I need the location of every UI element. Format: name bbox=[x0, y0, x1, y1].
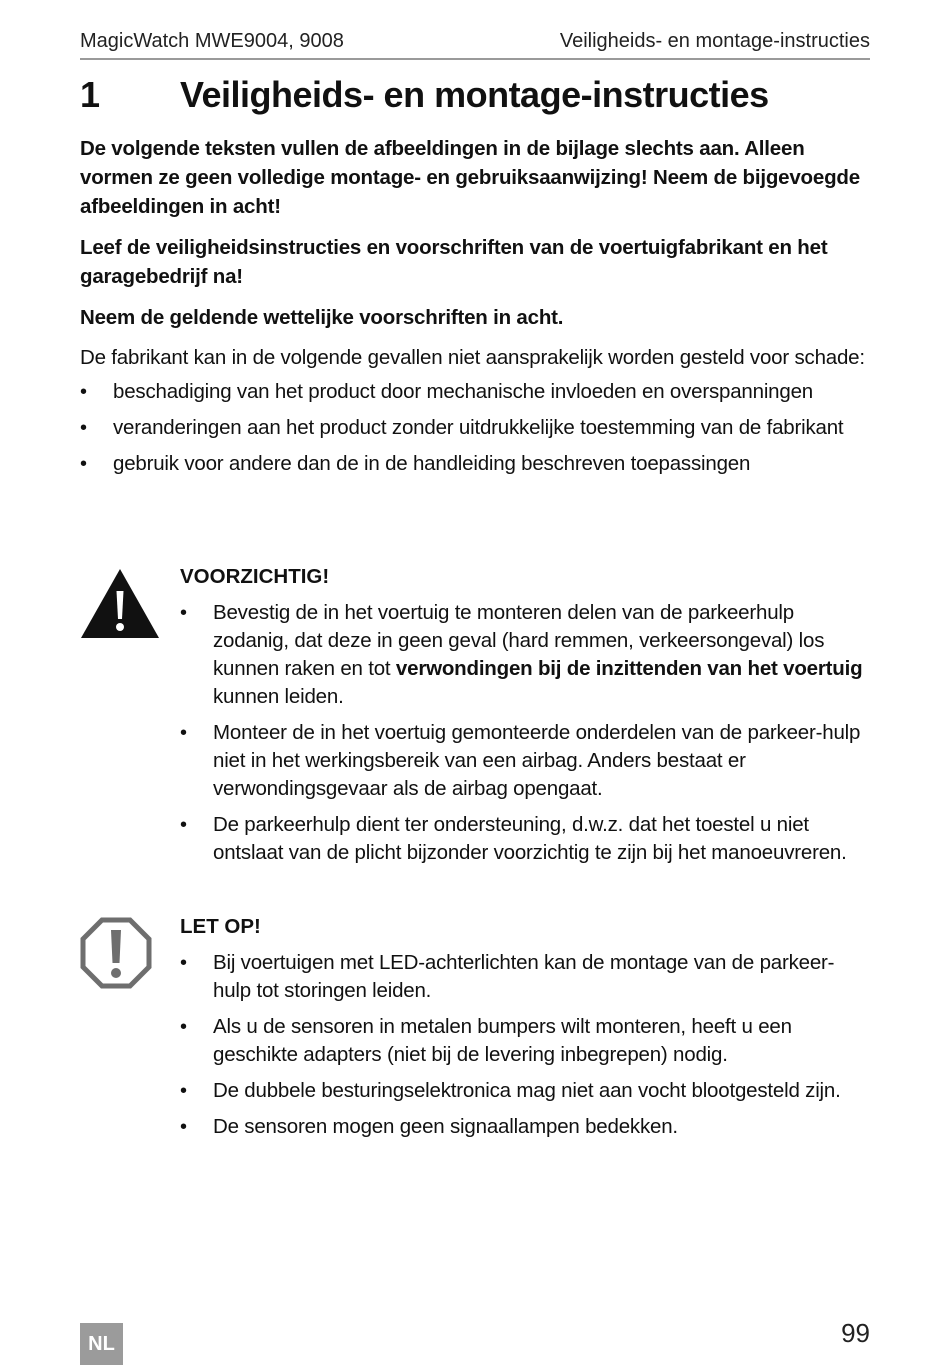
list-item: • De sensoren mogen geen signaallampen bedekken. bbox=[180, 1113, 870, 1141]
intro-bold-paragraph: Neem de geldende wettelijke voorschriften in acht. bbox=[80, 306, 564, 329]
liability-list bbox=[80, 378, 870, 478]
warning-item-emphasis: verwondingen bij de inzittenden van het voertuig bbox=[395, 657, 863, 680]
list-item: • De parkeerhulp dient ter ondersteuning, d.w.z. dat het toestel u niet ontslaat van de plicht bijzonder voorzichtig te zijn bij het manoeuvreren. bbox=[180, 811, 870, 867]
warning-content bbox=[180, 563, 870, 875]
warning-heading: VOORZICHTIG! bbox=[180, 565, 330, 588]
list-item: • beschadiging van het product door mechanische invloeden en overspanningen bbox=[80, 378, 870, 406]
attention-content bbox=[180, 913, 870, 1149]
header-product-name: MagicWatch MWE9004, 9008 bbox=[80, 30, 344, 52]
warning-item-text: Bevestig de in het voertuig te monteren delen van de parkeerhulp zodanig, dat deze in geen geval (hard remmen, verkeersongeval) los kunnen raken en tot bbox=[213, 601, 825, 680]
chapter-heading bbox=[80, 74, 870, 116]
running-header bbox=[80, 30, 870, 60]
language-badge: NL bbox=[80, 1323, 123, 1365]
list-item: • De dubbele besturingselektronica mag niet aan vocht blootgesteld zijn. bbox=[180, 1077, 870, 1105]
attention-heading: LET OP! bbox=[180, 915, 261, 938]
header-section-title: Veiligheids- en montage-instructies bbox=[559, 30, 870, 52]
intro-bold-paragraph: Leef de veiligheidsinstructies en voorschriften van de voertuigfabrikant en het garagebedrijf na! bbox=[80, 236, 828, 288]
attention-list bbox=[180, 949, 870, 1141]
chapter-title: Veiligheids- en montage-instructies bbox=[180, 74, 769, 115]
intro-bold-paragraph: De volgende teksten vullen de afbeeldingen in de bijlage slechts aan. Alleen vormen ze geen volledige montage- en gebruiksaanwijzing! Neem de bijgevoegde afbeeldingen in acht! bbox=[80, 137, 860, 218]
attention-octagon-icon bbox=[80, 917, 160, 994]
list-item bbox=[180, 599, 870, 711]
warning-triangle-icon bbox=[80, 567, 160, 644]
list-item: • Bij voertuigen met LED-achterlichten kan de montage van de parkeer-hulp tot storingen leiden. bbox=[180, 949, 870, 1005]
chapter-number: 1 bbox=[80, 74, 100, 115]
list-item: • veranderingen aan het product zonder uitdrukkelijke toestemming van de fabrikant bbox=[80, 414, 870, 442]
list-item: • Als u de sensoren in metalen bumpers wilt monteren, heeft u een geschikte adapters (niet bij de levering inbegrepen) nodig. bbox=[180, 1013, 870, 1069]
warning-list bbox=[180, 599, 870, 867]
page-number: 99 bbox=[841, 1318, 870, 1348]
list-item: • Monteer de in het voertuig gemonteerde onderdelen van de parkeer-hulp niet in het werkingsbereik van een airbag. Anders bestaat er verwondingsgevaar als de airbag opengaat. bbox=[180, 719, 870, 803]
liability-text: De fabrikant kan in de volgende gevallen niet aansprakelijk worden gesteld voor schade: bbox=[80, 346, 865, 369]
list-item: • gebruik voor andere dan de in de handleiding beschreven toepassingen bbox=[80, 450, 870, 478]
warning-item-text: kunnen leiden. bbox=[213, 685, 344, 708]
intro-section bbox=[80, 134, 870, 486]
